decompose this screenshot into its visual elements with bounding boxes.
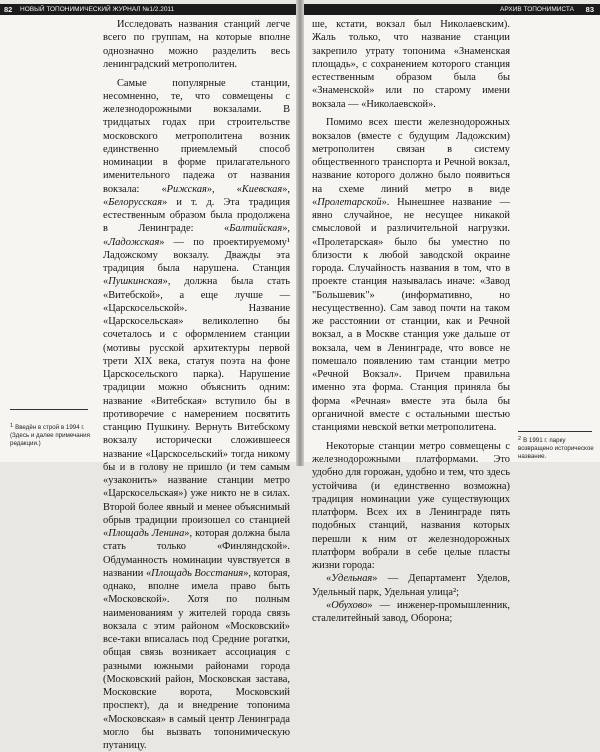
emphasized-name: Киевская xyxy=(242,184,282,195)
page-number: 82 xyxy=(4,4,12,15)
footnote xyxy=(518,435,596,461)
paragraph xyxy=(312,116,510,434)
emphasized-name: Рижская xyxy=(167,184,207,195)
paragraph xyxy=(312,440,510,573)
text-run: Самые популярные станции, несомненно, те, что совмещены с железнодорожными вокзалами. В тридцатых годах при строительстве московского метрополитена возник единственно приемлемый способ номинации в форме прилагательного именительного падежа от названия вокзала: « xyxy=(103,78,290,195)
emphasized-name: Пролетарской xyxy=(317,197,381,208)
footnote-rule xyxy=(518,431,592,432)
page-number: 83 xyxy=(586,4,594,15)
book-gutter xyxy=(296,0,304,466)
text-run: « xyxy=(326,573,331,584)
text-run: », « xyxy=(103,184,290,208)
journal-title: НОВЫЙ ТОПОНИМИЧЕСКИЙ ЖУРНАЛ №1/2.2011 xyxy=(20,4,174,15)
footnote-text: Введён в строй в 1994 г. (Здесь и далее примечания редакции.) xyxy=(10,424,90,447)
text-run: », « xyxy=(103,223,290,247)
footnote xyxy=(10,422,94,448)
footnote-text: В 1991 г. парку возвращено историческое название. xyxy=(518,437,594,460)
text-run: » и т. д. Эта традиция естественным образом была продолжена в Ленинграде: « xyxy=(103,197,290,235)
paragraph xyxy=(312,572,510,599)
text-run: » — Департамент Уделов, Удельный парк, Удельная улица²; xyxy=(312,573,510,597)
emphasized-name: Площадь Восстания xyxy=(151,568,243,579)
paragraph xyxy=(312,18,510,111)
text-run: « xyxy=(326,600,331,611)
text-run: Некоторые станции метро совмещены с железнодорожными платформами. Это удобно для горожан, удобно и тем, что здесь устойчива (и единственно возможна) традиция номинации уже существующих платформ. Всех их в Ленинграде пять подобных станций, названия которых перешли к ним от железнодорожных платформ вобрали в себе целые пласты жизни города: xyxy=(312,441,510,571)
text-run: », должна была стать «Витебской», а еще лучше — «Царскосельской». Название «Царскосельская» великолепно бы сочеталось и с оформлением станции (мотивы русской архитектуры первой трети XIX века, статуя поэта на фоне Царскосельского парка). Нарушение традиции можно объяснить одним: название «Витебская» вступило бы в противоречие с намерением посвятить станцию Пушкину. Вернуть Витебскому вокзалу исторически сложившееся название «Царскосельский» тогда никому бы и в голову не пришло (и тем самым «узаконить» название станции метро «Царскосельская») уже никто не в силах. Второй более явный и менее объяснимый обрыв традиции произошел со станцией « xyxy=(103,276,290,539)
text-run: », которая, однако, вполне имела право быть «Московской». Хотя по полным наименованиям у жителей города связь вокзала с этим районом «Московский» все-таки вписалась под Средние рогатки, общая связь возникает ассоциация с разными южными районами города (Московский район, Московская застава, Московские ворота, Московский проспект), да и внедрение топонима «Московская» в самый центр Ленинграда могло бы вызвать топонимическую путаницу. xyxy=(103,568,290,751)
text-run: » — инженер-промышленник, сталелитейный завод, Оборона; xyxy=(312,600,510,624)
right-page xyxy=(302,4,600,462)
paragraph xyxy=(103,77,290,752)
text-run: ». Нынешнее название — явно случайное, не несущее никакой смысловой и различительной нагрузки. «Пролетарская» было бы уместно по близости к любой заводской окраине города. Случайность названия в том, что в проекте станция называлась иначе: «Завод "Большевик"» (информативно, но несущественно). Сам завод почти на таком же расстоянии от станции, как и Речной вокзал, а в Москве станция уже дальше от вокзала, чем в Ленинграде, что вовсе не помешало появлению там станции метро «Речной Вокзал». Причем правильна именно эта форма. Станция приняла бы форма «Речная» вместе эта была бы органичной вместе с остальными шестью станциями невской ветки метрополитена. xyxy=(312,197,510,433)
running-head-right xyxy=(302,4,600,15)
paragraph xyxy=(312,599,510,626)
text-run: », « xyxy=(207,184,242,195)
body-text-left xyxy=(103,18,290,406)
emphasized-name: Белорусская xyxy=(108,197,162,208)
text-run: Помимо всех шести железнодорожных вокзалов (вместе с будущим Ладожским) метрополитен связан в систему общественного транспорта и Речной вокзал, название которого должно было появиться на схеме линий метро в виде « xyxy=(312,117,510,208)
emphasized-name: Удельная xyxy=(331,573,372,584)
footnote-rule xyxy=(10,409,88,410)
left-page xyxy=(0,4,298,462)
text-run: ше, кстати, вокзал был Николаевским). Жаль только, что название станции закрепило утрату топонима «Знаменская площадь», с сохранением которого станция естественным образом была бы «Знаменской» или по старому имени вокзала — «Николаевской». xyxy=(312,19,510,110)
text-run: », которая должна была стать только «Финляндской». Обдуманность номинации чувствуется в названии « xyxy=(103,528,290,579)
emphasized-name: Пушкинская xyxy=(108,276,162,287)
emphasized-name: Площадь Ленина xyxy=(108,528,184,539)
text-run: » — по проектируемому¹ Ладожскому вокзалу. Дважды эта традиция была нарушена. Станция « xyxy=(103,237,290,288)
running-head-left xyxy=(0,4,298,15)
footnote-mark: 1 xyxy=(10,423,13,429)
body-text-right xyxy=(312,18,510,428)
footnote-mark: 2 xyxy=(518,436,521,442)
emphasized-name: Ладожская xyxy=(108,237,159,248)
emphasized-name: Обухово xyxy=(331,600,367,611)
emphasized-name: Балтийская xyxy=(229,223,282,234)
text-run: Исследовать названия станций легче всего по группам, на которые вполне однозначно можно разделить весь ленинградский метрополитен. xyxy=(103,19,290,70)
section-title: АРХИВ ТОПОНИМИСТА xyxy=(500,4,574,15)
paragraph xyxy=(103,18,290,71)
